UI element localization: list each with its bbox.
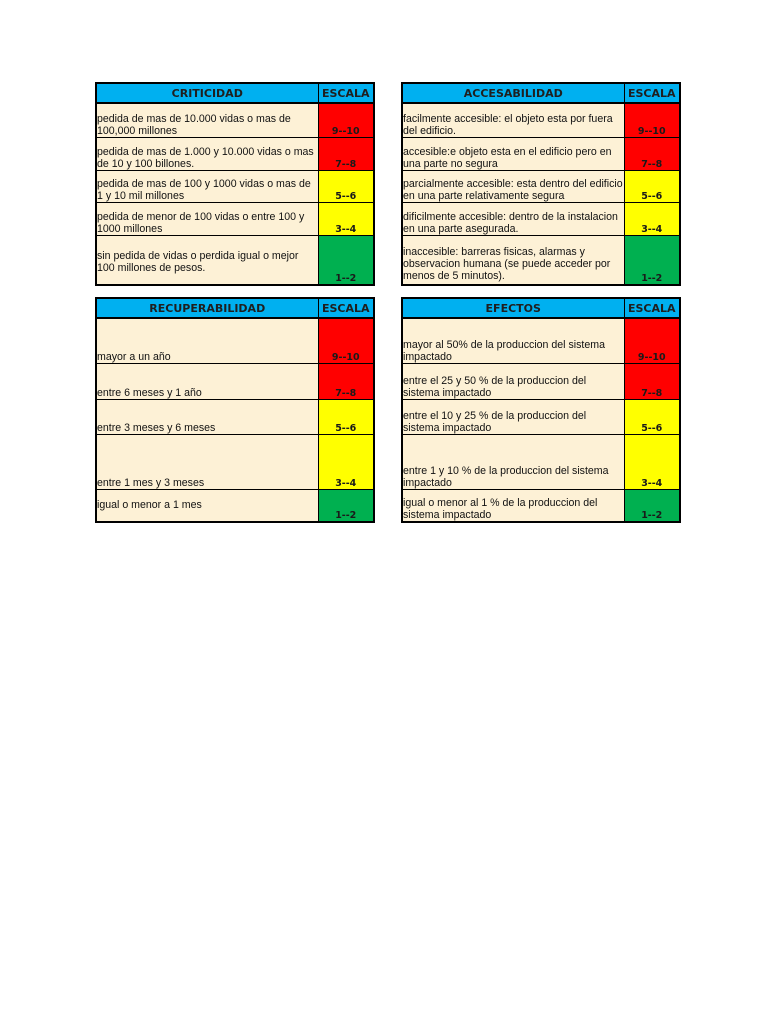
header-row [402, 83, 680, 103]
scale-cell: 7--8 [624, 137, 680, 170]
description-cell: mayor a un año [96, 318, 318, 363]
scale-cell: 9--10 [318, 103, 374, 137]
scale-cell: 5--6 [318, 399, 374, 434]
description-cell: pedida de mas de 100 y 1000 vidas o mas de 1 y 10 mil millones [96, 170, 318, 202]
table-row [96, 363, 374, 399]
table-row [402, 170, 680, 202]
table-row [402, 137, 680, 170]
description-cell: sin pedida de vidas o perdida igual o mejor 100 millones de pesos. [96, 235, 318, 285]
description-cell: pedida de mas de 1.000 y 10.000 vidas o mas de 10 y 100 billones. [96, 137, 318, 170]
table-row [402, 434, 680, 489]
efectos-header: EFECTOS [402, 298, 624, 318]
table-row [402, 399, 680, 434]
description-cell: entre 1 y 10 % de la produccion del sistema impactado [402, 434, 624, 489]
table-row [96, 318, 374, 363]
scale-cell: 1--2 [624, 489, 680, 522]
table-row [96, 235, 374, 285]
scale-cell: 1--2 [318, 489, 374, 522]
header-row [402, 298, 680, 318]
scale-cell: 9--10 [624, 318, 680, 363]
scale-cell: 1--2 [624, 235, 680, 285]
description-cell: accesible:e objeto esta en el edificio pero en una parte no segura [402, 137, 624, 170]
recuperabilidad-header: RECUPERABILIDAD [96, 298, 318, 318]
table-row [96, 434, 374, 489]
scale-cell: 3--4 [624, 434, 680, 489]
table-row [402, 202, 680, 235]
criticidad-table [95, 82, 375, 286]
scale-cell: 3--4 [624, 202, 680, 235]
scale-cell: 3--4 [318, 434, 374, 489]
table-row [96, 202, 374, 235]
table-row [402, 489, 680, 522]
scale-cell: 9--10 [318, 318, 374, 363]
header-row [96, 83, 374, 103]
table-row [402, 363, 680, 399]
scale-cell: 9--10 [624, 103, 680, 137]
description-cell: parcialmente accesible: esta dentro del edificio en una parte relativamente segura [402, 170, 624, 202]
scale-cell: 5--6 [318, 170, 374, 202]
scale-cell: 5--6 [624, 399, 680, 434]
table-row [402, 103, 680, 137]
scale-header: ESCALA [318, 83, 374, 103]
table-row [96, 170, 374, 202]
description-cell: facilmente accesible: el objeto esta por fuera del edificio. [402, 103, 624, 137]
table-row [96, 137, 374, 170]
recuperabilidad-table [95, 297, 375, 523]
table-row [96, 399, 374, 434]
table-row [96, 103, 374, 137]
scale-cell: 7--8 [318, 137, 374, 170]
header-row [96, 298, 374, 318]
scale-header: ESCALA [624, 83, 680, 103]
description-cell: pedida de menor de 100 vidas o entre 100 y 1000 millones [96, 202, 318, 235]
scale-header: ESCALA [318, 298, 374, 318]
criticidad-header: CRITICIDAD [96, 83, 318, 103]
description-cell: entre 1 mes y 3 meses [96, 434, 318, 489]
description-cell: igual o menor a 1 mes [96, 489, 318, 522]
scale-cell: 5--6 [624, 170, 680, 202]
description-cell: igual o menor al 1 % de la produccion del sistema impactado [402, 489, 624, 522]
accesabilidad-table [401, 82, 681, 286]
description-cell: entre 6 meses y 1 año [96, 363, 318, 399]
scale-header: ESCALA [624, 298, 680, 318]
description-cell: inaccesible: barreras fisicas, alarmas y observacion humana (se puede acceder por menos de 5 minutos). [402, 235, 624, 285]
scale-cell: 7--8 [318, 363, 374, 399]
efectos-table [401, 297, 681, 523]
description-cell: entre 3 meses y 6 meses [96, 399, 318, 434]
table-row [402, 318, 680, 363]
description-cell: mayor al 50% de la produccion del sistema impactado [402, 318, 624, 363]
accesabilidad-header: ACCESABILIDAD [402, 83, 624, 103]
description-cell: entre el 25 y 50 % de la produccion del sistema impactado [402, 363, 624, 399]
description-cell: entre el 10 y 25 % de la produccion del sistema impactado [402, 399, 624, 434]
scale-cell: 1--2 [318, 235, 374, 285]
scale-cell: 7--8 [624, 363, 680, 399]
description-cell: pedida de mas de 10.000 vidas o mas de 100,000 millones [96, 103, 318, 137]
table-row [96, 489, 374, 522]
table-row [402, 235, 680, 285]
description-cell: dificilmente accesible: dentro de la instalacion en una parte asegurada. [402, 202, 624, 235]
scale-cell: 3--4 [318, 202, 374, 235]
